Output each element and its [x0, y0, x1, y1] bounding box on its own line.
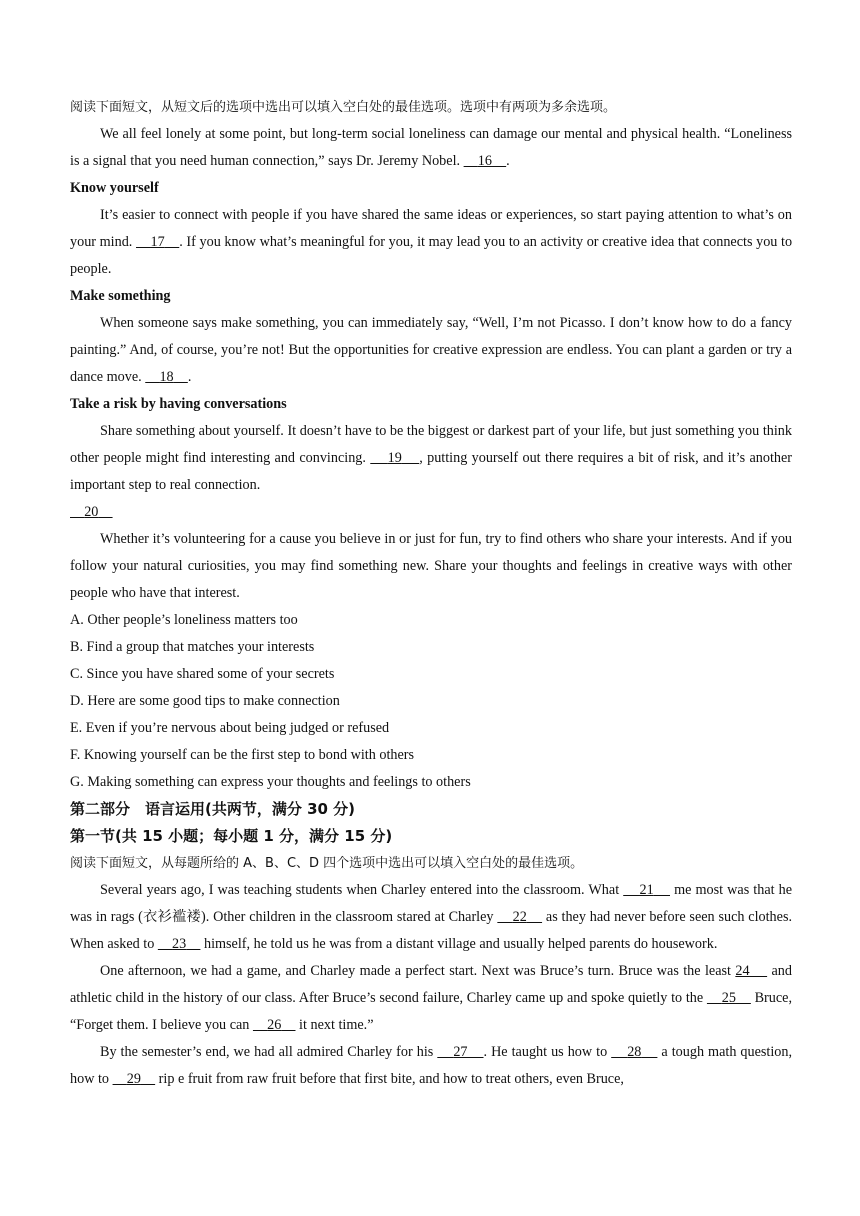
option-e: E. Even if you’re nervous about being judged or refused — [70, 720, 390, 736]
cloze-paragraph-2 — [70, 958, 792, 1039]
blank-24: 24 — [735, 963, 750, 979]
option-c: C. Since you have shared some of your secrets — [70, 666, 335, 682]
cloze-text: rip e fruit from raw fruit before that first bite, and how to treat others, even Bruce, — [158, 1071, 624, 1087]
blank-22: 22 — [512, 909, 527, 925]
heading-take-a-risk: Take a risk by having conversations — [70, 396, 287, 412]
blank-25: 25 — [721, 990, 736, 1006]
blank-20: 20 — [84, 504, 99, 520]
p3-text-b: , putting yourself out there requires a bit of risk, and it’s another important step to real connection. — [70, 450, 793, 493]
heading-know-yourself: Know yourself — [70, 180, 159, 196]
blank-27: 27 — [453, 1044, 468, 1060]
cloze-text: and athletic child in the history of our class. After Bruce’s second failure, Charley came up and spoke quietly to the — [70, 963, 792, 1006]
option-d: D. Here are some good tips to make connection — [70, 693, 340, 709]
cloze-text: it next time.” — [299, 1017, 374, 1033]
blank-29: 29 — [126, 1071, 141, 1087]
blank-26: 26 — [267, 1017, 282, 1033]
blank-23: 23 — [172, 936, 187, 952]
cloze-text: as they had never before seen such clothes. When asked to — [70, 909, 793, 952]
reading-instruction: 阅读下面短文，从短文后的选项中选出可以填入空白处的最佳选项。选项中有两项为多余选项。 — [70, 100, 617, 115]
option-g: G. Making something can express your thoughts and feelings to others — [70, 774, 471, 790]
intro-text: We all feel lonely at some point, but long-term social loneliness can damage our mental and physical health. “Loneliness is a signal that you need human connection,” says Dr. Jeremy Nobel. — [70, 126, 792, 169]
blank-16: 16 — [477, 153, 492, 169]
options-list — [70, 607, 792, 796]
cloze-text: . He taught us how to — [483, 1044, 608, 1060]
cloze-text: One afternoon, we had a game, and Charley made a perfect start. Next was Bruce’s turn. Bruce was the least — [100, 963, 731, 979]
cloze-instruction: 阅读下面短文，从每题所给的 A、B、C、D 四个选项中选出可以填入空白处的最佳选项。 — [70, 856, 584, 871]
cloze-text: By the semester’s end, we had all admired Charley for his — [100, 1044, 434, 1060]
cloze-text: Several years ago, I was teaching students when Charley entered into the classroom. What — [100, 882, 620, 898]
paragraph-know-yourself — [70, 202, 792, 283]
blank-18: 18 — [159, 369, 174, 385]
p1-text-b: . If you know what’s meaningful for you, it may lead you to an activity or creative idea that connects you to people. — [70, 234, 793, 277]
paragraph-take-a-risk — [70, 418, 792, 499]
document-page — [70, 94, 792, 1093]
cloze-paragraph-1 — [70, 877, 792, 958]
cloze-text: me most was that he was in rags (衣衫褴褛). Other children in the classroom stared at Charley — [70, 882, 793, 925]
blank-17: 17 — [150, 234, 165, 250]
cloze-paragraph-3 — [70, 1039, 792, 1093]
blank-21: 21 — [639, 882, 654, 898]
intro-paragraph: We all feel lonely at some point, but long-term social loneliness can damage our mental and physical health. “Loneliness is a signal that you need human connection,” says Dr. Jeremy Nobel. 16 . — [70, 126, 792, 169]
section-one-title: 第一节(共 15 小题；每小题 1 分，满分 15 分) — [70, 827, 393, 845]
cloze-text: a tough math question, how to — [70, 1044, 793, 1087]
option-b: B. Find a group that matches your interests — [70, 639, 315, 655]
blank-28: 28 — [627, 1044, 642, 1060]
blank-19: 19 — [387, 450, 402, 466]
blank-20-heading — [70, 499, 792, 526]
paragraph-make-something: When someone says make something, you can immediately say, “Well, I’m not Picasso. I don’t know how to do a fancy painting.” And, of course, you’re not! But the opportunities for creative expression are endless. You can plant a garden or try a dance move. 18 . — [70, 315, 792, 385]
option-a: A. Other people’s loneliness matters too — [70, 612, 298, 628]
cloze-text: Bruce, “Forget them. I believe you can — [70, 990, 793, 1033]
p1-text-a: It’s easier to connect with people if you have shared the same ideas or experiences, so start paying attention to what’s on your mind. — [70, 207, 792, 250]
p2-text: When someone says make something, you can immediately say, “Well, I’m not Picasso. I don’t know how to do a fancy painting.” And, of course, you’re not! But the opportunities for creative expression are endless. You can plant a garden or try a dance move. — [70, 315, 792, 385]
paragraph-20: Whether it’s volunteering for a cause you believe in or just for fun, try to find others who share your interests. And if you follow your natural curiosities, you may find something new. Share your thoughts and feelings in creative ways with other people who have that interest. — [70, 531, 792, 601]
cloze-text: himself, he told us he was from a distant village and usually helped parents do housework. — [203, 936, 718, 952]
p3-text-a: Share something about yourself. It doesn’t have to be the biggest or darkest part of your life, but just something you think other people might find interesting and convincing. — [70, 423, 792, 466]
heading-make-something: Make something — [70, 288, 171, 304]
part-two-title: 第二部分 语言运用(共两节，满分 30 分) — [70, 800, 356, 818]
option-f: F. Knowing yourself can be the first step to bond with others — [70, 747, 415, 763]
